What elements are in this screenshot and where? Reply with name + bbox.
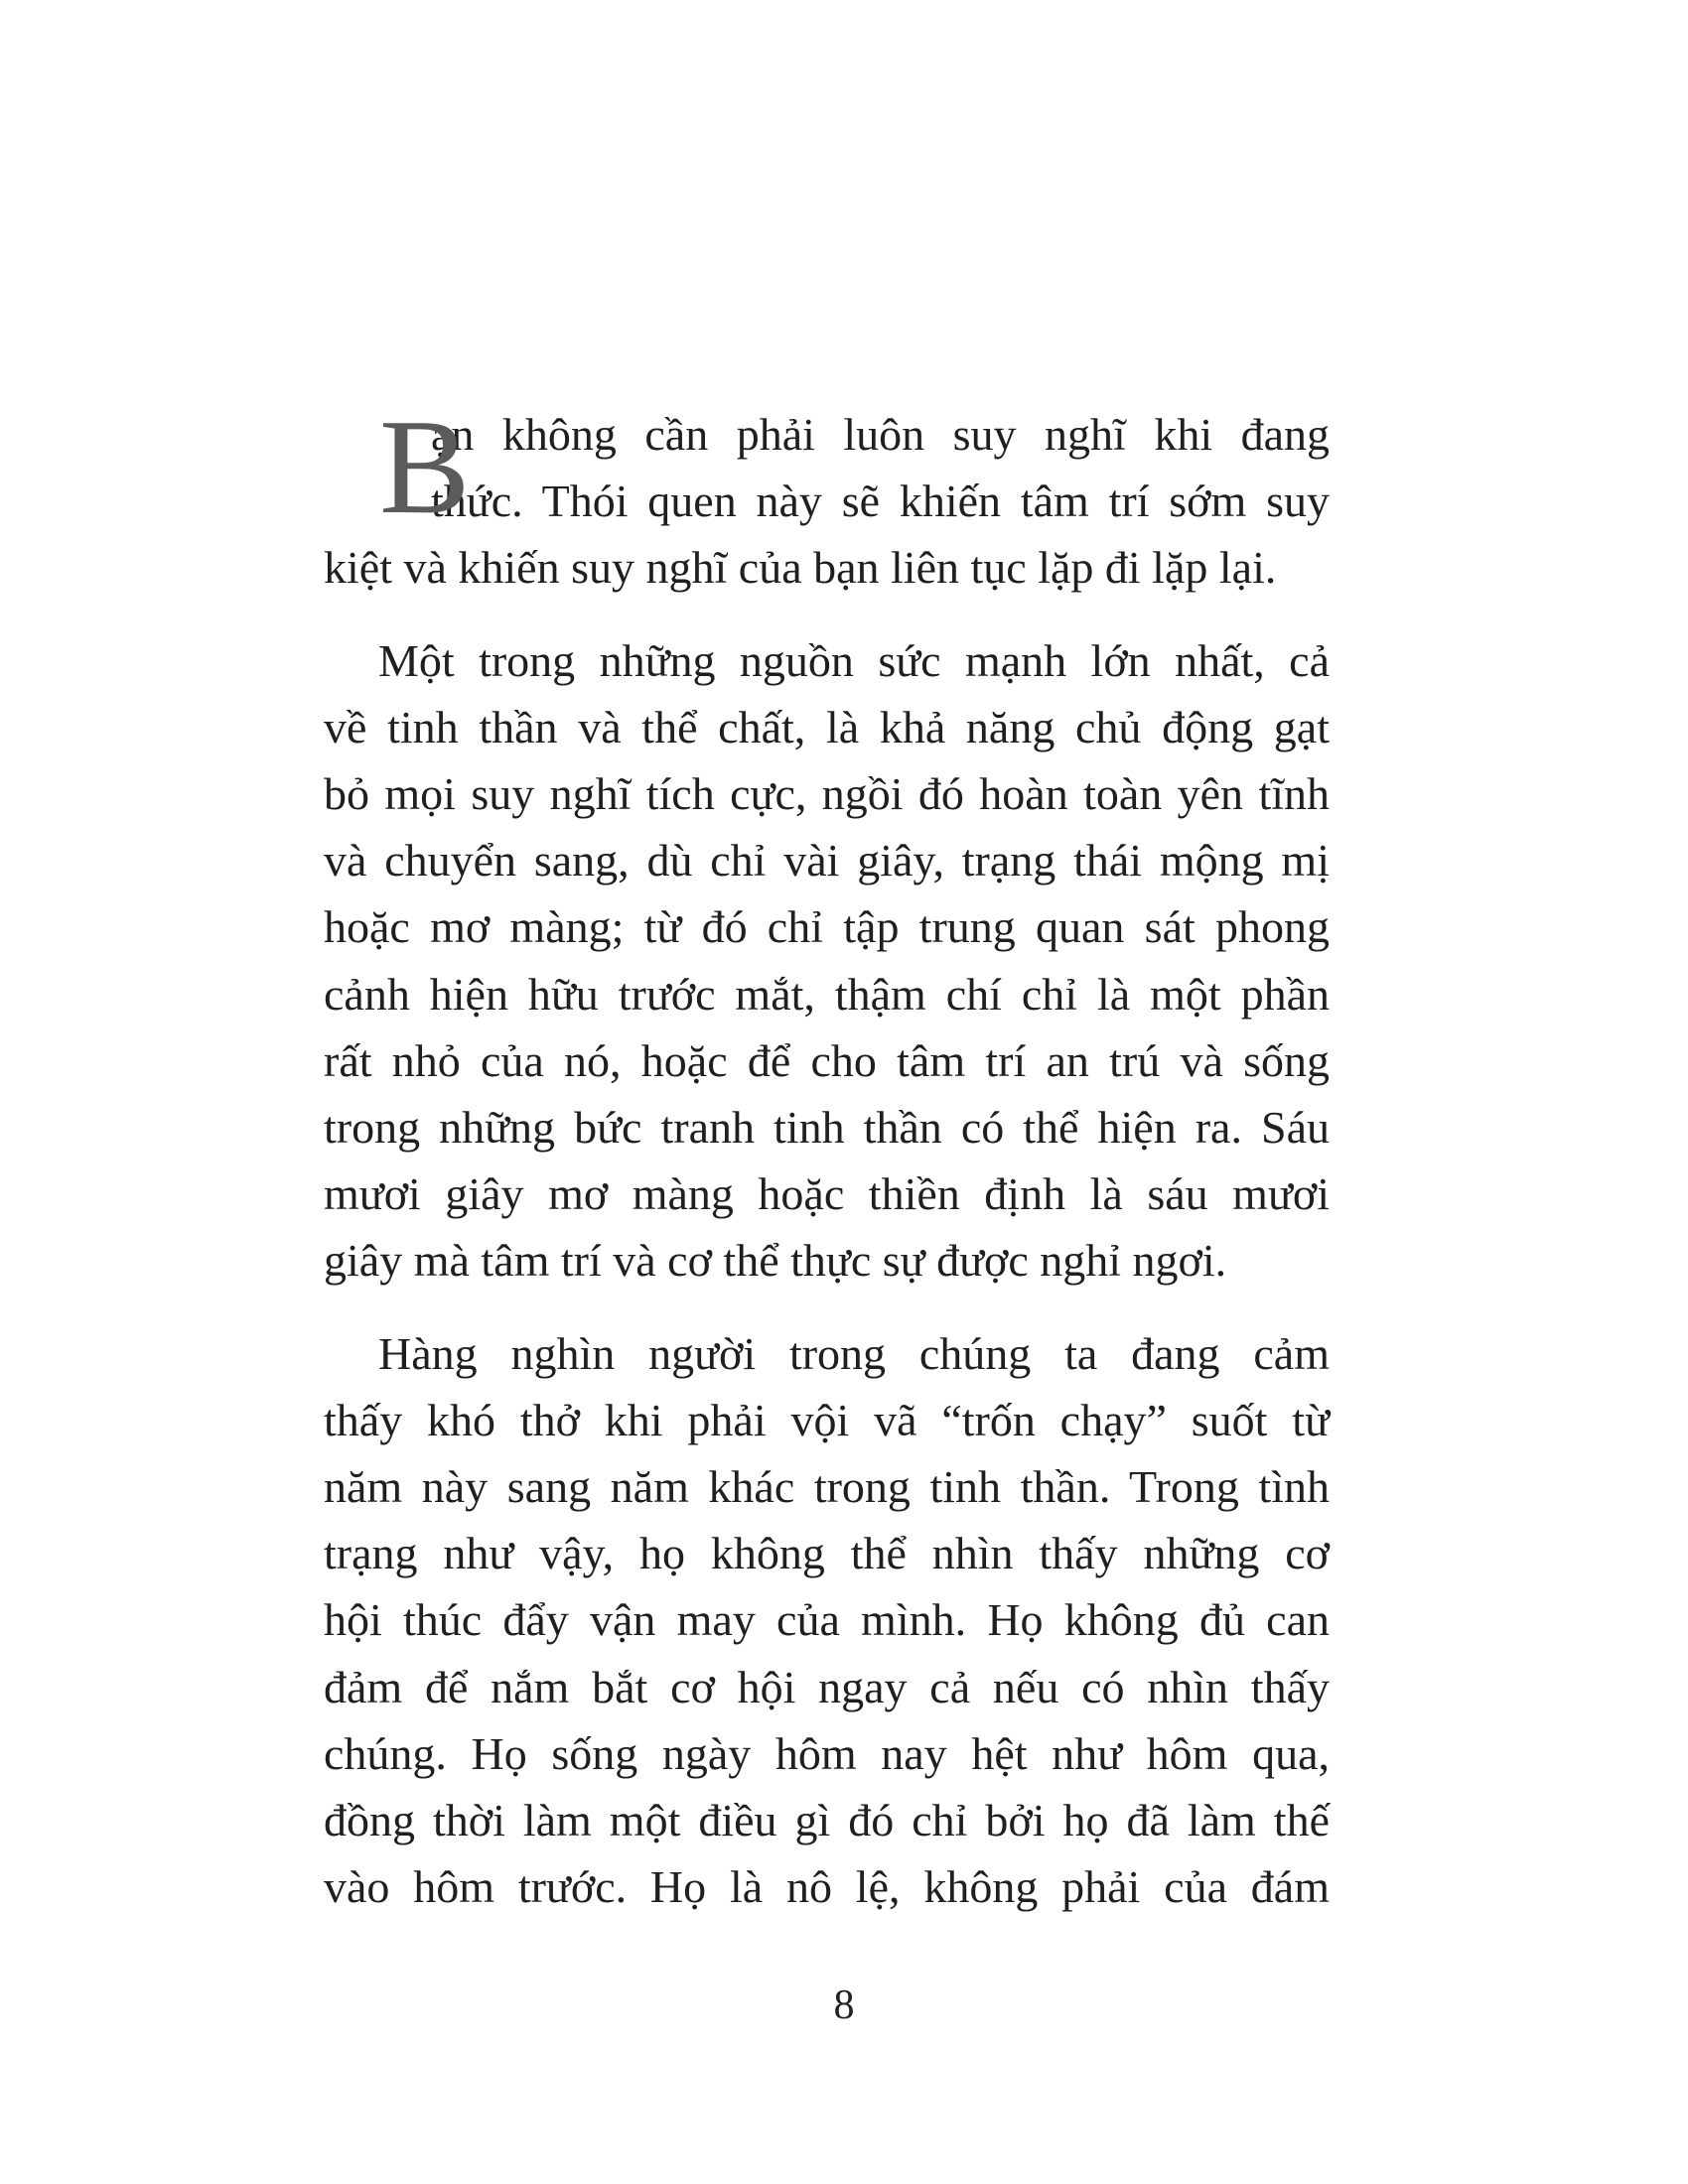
text-line: rất nhỏ của nó, hoặc để cho tâm trí an trú và sống <box>324 1034 1330 1086</box>
paragraph-2 <box>324 627 1330 1295</box>
text-line: và chuyển sang, dù chỉ vài giây, trạng thái mộng mị <box>324 835 1330 887</box>
body-text <box>324 391 1330 1920</box>
drop-cap: B <box>379 391 471 542</box>
text-line: năm này sang năm khác trong tinh thần. Trong tình <box>324 1461 1330 1513</box>
text-line: hội thúc đẩy vận may của mình. Họ không đủ can <box>324 1594 1330 1646</box>
page-number: 8 <box>833 1982 855 2028</box>
text-line: Một trong những nguồn sức mạnh lớn nhất, cả <box>378 634 1330 686</box>
text-line: giây mà tâm trí và cơ thể thực sự được nghỉ ngơi. <box>324 1235 1227 1287</box>
text-line: trạng như vậy, họ không thể nhìn thấy những cơ <box>324 1528 1330 1579</box>
text-line: hoặc mơ màng; từ đó chỉ tập trung quan sát phong <box>324 901 1330 953</box>
paragraph-3 <box>324 1320 1330 1921</box>
text-line: ạn không cần phải luôn suy nghĩ khi đang <box>431 409 1330 460</box>
text-line: kiệt và khiến suy nghĩ của bạn liên tục lặp đi lặp lại. <box>324 542 1277 594</box>
text-line: bỏ mọi suy nghĩ tích cực, ngồi đó hoàn toàn yên tĩnh <box>324 768 1330 820</box>
text-line: trong những bức tranh tinh thần có thể hiện ra. Sáu <box>324 1102 1330 1154</box>
text-line: mươi giây mơ màng hoặc thiền định là sáu mươi <box>324 1168 1330 1220</box>
text-line: cảnh hiện hữu trước mắt, thậm chí chỉ là một phần <box>324 968 1330 1020</box>
paragraph-1 <box>324 391 1330 602</box>
text-line: đảm để nắm bắt cơ hội ngay cả nếu có nhìn thấy <box>324 1661 1330 1712</box>
text-line: về tinh thần và thể chất, là khả năng chủ động gạt <box>324 701 1330 752</box>
text-line: vào hôm trước. Họ là nô lệ, không phải của đám <box>324 1861 1330 1913</box>
text-line: Hàng nghìn người trong chúng ta đang cảm <box>378 1327 1330 1379</box>
text-line: thấy khó thở khi phải vội vã “trốn chạy” suốt từ <box>324 1394 1330 1445</box>
text-line: đồng thời làm một điều gì đó chỉ bởi họ đã làm thế <box>324 1795 1330 1846</box>
text-line: chúng. Họ sống ngày hôm nay hệt như hôm qua, <box>324 1727 1330 1779</box>
text-line: thức. Thói quen này sẽ khiến tâm trí sớm suy <box>431 476 1330 527</box>
